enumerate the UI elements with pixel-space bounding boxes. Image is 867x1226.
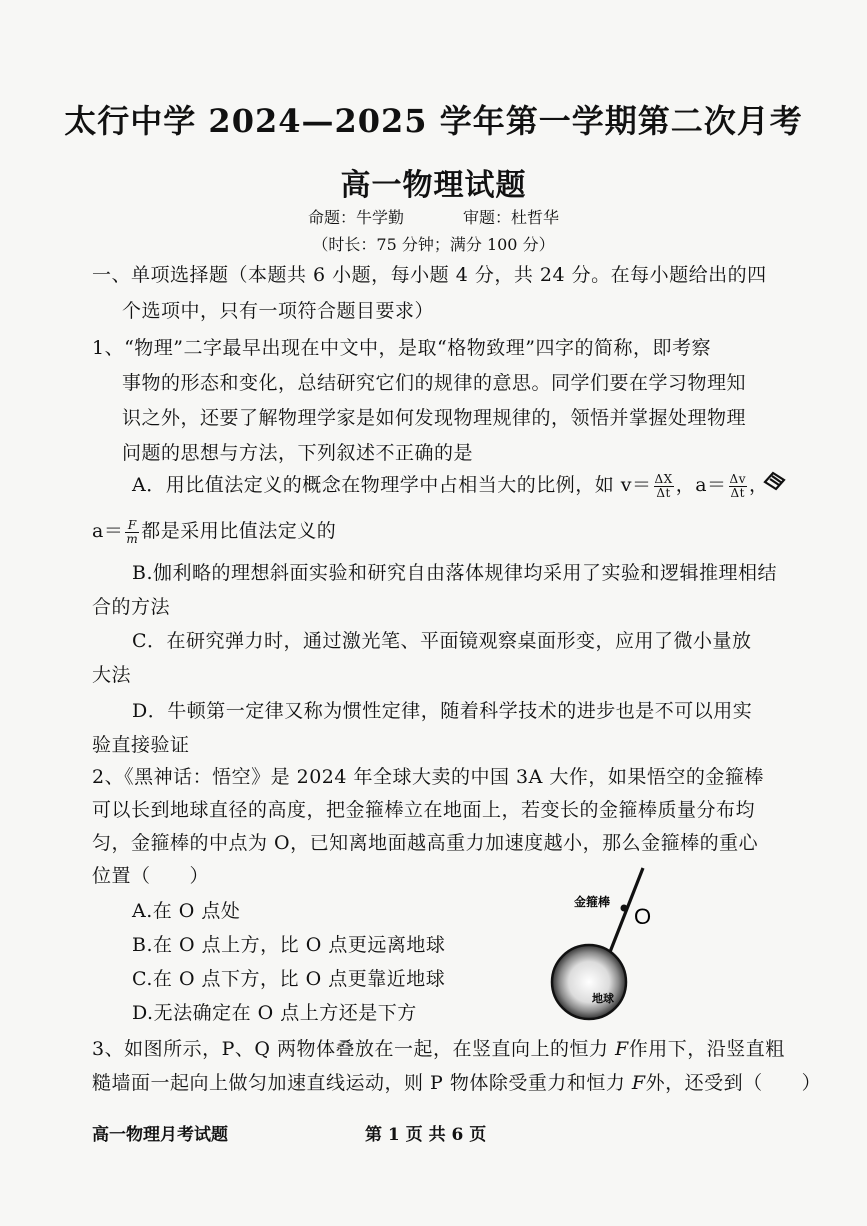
- exam-duration: （时长：75 分钟；满分 100 分）: [312, 235, 555, 254]
- exam-subtitle: 高一物理试题: [340, 168, 527, 203]
- earth-label: 地球: [592, 992, 614, 1005]
- q3-line2-a: 糙墙面一起向上做匀加速直线运动，则 P 物体除受重力和恒力: [92, 1072, 632, 1094]
- page-number: 第 1 页 共 6 页: [365, 1125, 487, 1145]
- section-heading-line1: 一、单项选择题（本题共 6 小题，每小题 4 分，共 24 分。在每小题给出的四: [92, 264, 767, 286]
- earth-circle: [552, 945, 626, 1019]
- q1-option-d-line2: 验直接验证: [92, 734, 190, 756]
- frac-den: Δt: [656, 485, 671, 500]
- exam-credits: [0, 205, 867, 228]
- reviewer: 审题：杜哲华: [463, 208, 560, 227]
- exam-title: 太行中学 2024—2025 学年第一学期第二次月考: [64, 102, 803, 140]
- q1-option-a-tail: ，: [749, 474, 769, 496]
- q1-line4: 问题的思想与方法，下列叙述不正确的是: [122, 442, 474, 464]
- force-var: F: [631, 1072, 646, 1094]
- fraction-f-m: [125, 519, 139, 546]
- q2-line3: 匀，金箍棒的中点为 O，已知离地面越高重力加速度越小，那么金箍棒的重心: [92, 832, 759, 854]
- point-o-label: O: [634, 904, 652, 929]
- q2-line1: 2、《黑神话：悟空》是 2024 年全球大卖的中国 3A 大作，如果悟空的金箍棒: [92, 766, 764, 788]
- q3-line1-a: 3、如图所示，P、Q 两物体叠放在一起，在竖直向上的恒力: [92, 1038, 616, 1060]
- frac-den: m: [126, 531, 139, 546]
- q2-option-b: B.在 O 点上方，比 O 点更远离地球: [132, 934, 446, 956]
- q3-line2: [92, 1068, 821, 1095]
- q2-option-c: C.在 O 点下方，比 O 点更靠近地球: [132, 968, 446, 990]
- q2-option-d: D.无法确定在 O 点上方还是下方: [132, 1002, 417, 1024]
- q1-option-a: [132, 470, 769, 500]
- q3-line1: [92, 1034, 785, 1061]
- formula-prefix: a＝: [92, 520, 124, 542]
- q1-option-a-text: A．用比值法定义的概念在物理学中占相当大的比例，如 v＝: [132, 474, 652, 496]
- q1-option-c-line1: C．在研究弹力时，通过激光笔、平面镜观察桌面形变，应用了微小量放: [132, 630, 752, 652]
- frac-num: F: [125, 519, 139, 533]
- q1-option-d-line1: D．牛顿第一定律又称为惯性定律，随着科学技术的进步也是不可以用实: [132, 700, 753, 722]
- q2-line4: 位置（ ）: [92, 865, 210, 887]
- force-var: F: [615, 1038, 629, 1060]
- frac-num: Δv: [729, 471, 746, 486]
- frac-den: Δt: [730, 485, 746, 500]
- q1-line3: 识之外，还要了解物理学家是如何发现物理规律的，领悟并掌握处理物理: [122, 407, 747, 429]
- rod-label: 金箍棒: [574, 895, 611, 909]
- q2-option-a: A.在 O 点处: [132, 900, 241, 922]
- q1-line2: 事物的形态和变化，总结研究它们的规律的意思。同学们要在学习物理知: [122, 372, 747, 394]
- q3-line2-b: 外，还受到（ ）: [645, 1072, 822, 1094]
- frac-num: ΔX: [654, 471, 673, 486]
- q3-line1-b: 作用下，沿竖直粗: [628, 1038, 785, 1060]
- q1-line1: 1、“物理”二字最早出现在中文中，是取“格物致理”四字的简称，即考察: [92, 337, 711, 359]
- q1-option-a-line2: [92, 516, 336, 546]
- section-heading-line2: 个选项中，只有一项符合题目要求）: [122, 300, 435, 322]
- q1-option-b-line2: 合的方法: [92, 596, 171, 618]
- fraction-dv-dt: [729, 473, 747, 500]
- footer-left: 高一物理月考试题: [92, 1125, 228, 1145]
- formula-suffix: 都是采用比值法定义的: [141, 520, 337, 542]
- q2-line2: 可以长到地球直径的高度，把金箍棒立在地面上，若变长的金箍棒质量分布均: [92, 799, 756, 821]
- q1-option-a-sep: ，a＝: [675, 474, 727, 496]
- midpoint-o: [621, 905, 628, 912]
- author: 命题：牛学勤: [307, 208, 404, 227]
- fraction-dx-dt: [654, 473, 674, 500]
- earth-rod-figure: [548, 862, 658, 1032]
- scribble-mark-icon: [762, 470, 788, 492]
- q1-option-c-line2: 大法: [92, 664, 132, 686]
- q1-option-b-line1: B.伽利略的理想斜面实验和研究自由落体规律均采用了实验和逻辑推理相结: [132, 562, 778, 584]
